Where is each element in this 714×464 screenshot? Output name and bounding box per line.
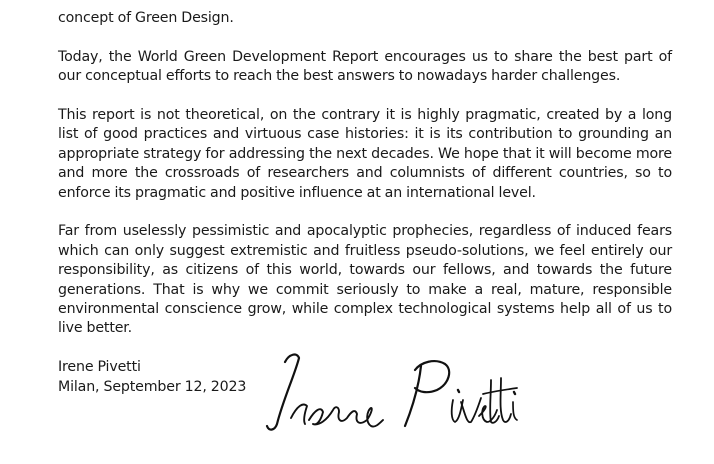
- handwritten-signature: [255, 340, 520, 440]
- paragraph-pragmatic-report: This report is not theoretical, on the contrary it is highly pragmatic, created by a long list of good practices and virtuous case histories: it is its contribution to grounding an appropriate strategy for addressing the next decades. We hope that it will become more and more the crossroads of researchers and columnists of different countries, so to enforce its pragmatic and positive influence at an international level.: [58, 107, 672, 201]
- paragraph-responsibility: Far from uselessly pessimistic and apocalyptic prophecies, regardless of induced fears which can only suggest extremistic and fruitless pseudo-solutions, we feel entirely our responsibility, as citizens of this world, towards our fellows, and towards the future generations. That is why we commit seriously to make a real, mature, responsible environmental conscience grow, while complex technological systems help all of us to live better.: [58, 223, 672, 337]
- paragraph-report-purpose: Today, the World Green Development Report encourages us to share the best part of our conceptual efforts to reach the best answers to nowadays harder challenges.: [58, 48, 672, 85]
- place-and-date: Milan, September 12, 2023: [58, 378, 247, 395]
- letter-body: [58, 9, 672, 397]
- paragraph-intro-fragment: concept of Green Design.: [58, 10, 234, 26]
- author-name: Irene Pivetti: [58, 359, 141, 376]
